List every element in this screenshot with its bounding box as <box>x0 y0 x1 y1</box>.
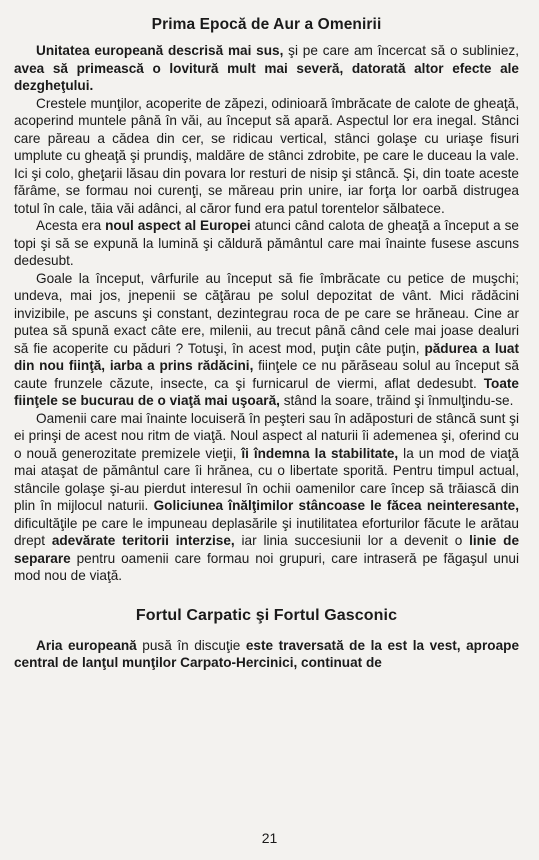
bold-phrase: este traversată de la est la vest, aproape central de lanţul munţilor Carpato-Hercinici, continuat de <box>14 637 519 670</box>
paragraph <box>14 42 519 95</box>
text-run: fiinţele ce nu părăseau solul au început să caute frunzele căzute, insecte, ca şi furnicarul de viermi, aflat dedesubt. <box>14 358 519 391</box>
bold-phrase: pădurea a luat din nou fiinţă, iarba a prins rădăcini, <box>14 340 519 373</box>
bold-phrase: adevărate teritorii interzise, <box>51 533 235 548</box>
text-run: Acesta era <box>36 218 106 233</box>
body-text <box>14 42 519 585</box>
paragraph <box>14 217 519 270</box>
text-run: atunci când calota de gheaţă a început a se topi şi să se expună la lumină şi căldură pământul care mai înainte fusese ascuns dedesubt. <box>14 218 519 268</box>
page-number: 21 <box>261 830 278 846</box>
text-run: pentru oamenii care formau noi grupuri, care intraseră pe făgaşul unui mod nou de viaţă. <box>14 550 519 583</box>
text-run: stând la soare, trăind şi înmulţindu-se. <box>279 393 514 408</box>
bold-phrase: Toate fiinţele se bucurau de o viaţă mai uşoară, <box>14 375 519 408</box>
paragraph <box>14 410 519 585</box>
section-heading: Fortul Carpatic şi Fortul Gasconic <box>135 606 398 624</box>
bold-phrase: Goliciunea înălţimilor stâncoase le făcea neinteresante, <box>153 498 519 513</box>
text-run: pusă în discuţie <box>136 637 246 653</box>
text-run: Crestele munţilor, acoperite de zăpezi, odinioară îmbrăcate de calote de gheaţă, acoperind muntele până în văi, au început să apară. Aspectul lor era inegal. Stânci care păreau a cădea din cer, se ridicau vertical, stânci golaşe cu uriaşe fisuri umplute cu gheaţă şi prundiş, maldăre de stânci zdrobite, pe care le duceau la vale. Ici şi colo, gheţarii lăsau din povara lor resturi de nisip şi stâncă. Şi, din toate aceste fărâme, se formau noi curenţi, se măreau prin unire, iar forţa lor oarbă distrugea totul în cale, tăia văi adânci, al căror fund era patul torentelor sălbatece. <box>14 95 519 216</box>
bold-phrase: noul aspect al Europei <box>105 218 251 233</box>
chapter-heading: Prima Epocă de Aur a Omenirii <box>151 16 382 33</box>
bold-phrase: îi îndemna la stabilitate, <box>241 445 399 461</box>
bold-phrase: Unitatea europeană descrisă mai sus, <box>36 43 284 58</box>
bold-phrase: Aria europeană <box>36 637 137 653</box>
text-run: la un mod de viaţă mai ataşat de pământul care îi hrănea, cu o libertate sporită. Pentru timpul actual, stâncile golaşe şi-au pierdut interesul în ochii oamenilor care încep să trăiască din plin în mijlocul naturii. <box>14 445 519 513</box>
text-run: Goale la început, vârfurile au început să fie îmbrăcate cu petice de muşchi; undeva, mai jos, jnepenii se căţărau pe solul depozitat de vânt. Mici rădăcini invizibile, pe ascuns şi constant, dezintegrau roca de pe care se hrăneau. Cine ar putea să spună exact câte ere, milenii, au trecut până când cele mai joase dealuri să fie acoperite cu păduri ? Totuşi, în acest mod, puţin câte puţin, <box>14 270 519 356</box>
paragraph <box>14 637 519 672</box>
bold-phrase: linie de separare <box>14 533 520 566</box>
paragraph <box>14 270 519 410</box>
paragraph <box>14 95 519 218</box>
text-run: şi pe care am încercat să o subliniez, <box>283 43 519 58</box>
text-run: iar linia succesiunii lor a devenit o <box>234 533 470 548</box>
bold-phrase: avea să primească o lovitură mult mai severă, datorată altor efecte ale dezgheţului. <box>14 60 519 93</box>
text-run: Oamenii care mai înainte locuiseră în peşteri sau în adăposturi de stâncă sunt şi ei prinşi de acest nou ritm de viaţă. Noul aspect al naturii îi ademenea şi, oferind cu o nouă generozitate premizele vieţii, <box>14 410 519 461</box>
text-run: dificultăţile pe care le impuneau deplasările şi inutilitatea eforturilor făcute le arătau drept <box>14 515 519 548</box>
